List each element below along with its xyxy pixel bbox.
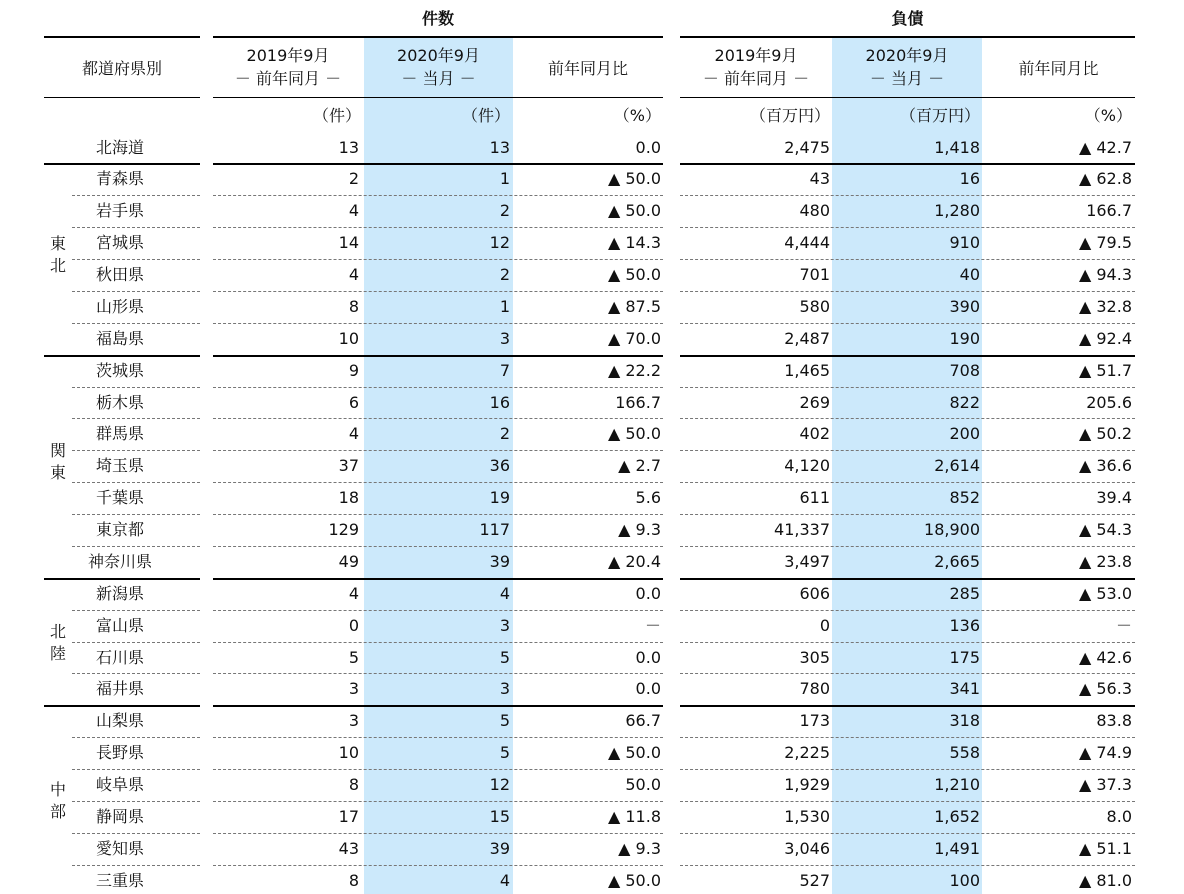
count-2019-value: 37 [338,456,359,476]
region-separator-line [680,578,1135,580]
count-yoy-value: ▲ 14.3 [607,233,661,253]
count-2019-value: 5 [348,647,359,667]
row-separator-line [72,291,200,292]
region-separator-line [213,163,663,165]
debt-yoy-value: ▲ 79.5 [1078,233,1132,253]
debt-yoy-value: ▲ 53.0 [1078,583,1132,603]
row-separator-line [72,737,200,738]
prefecture-name: 新潟県 [95,583,144,603]
unit-count-yoy: （%） [613,106,661,125]
row-separator-line [213,482,663,483]
count-yoy-value: ▲ 9.3 [618,520,661,539]
debt-2020-value: 18,900 [924,520,980,539]
count-2020-value: 4 [499,583,510,603]
debt-yoy-value: ▲ 32.8 [1078,296,1132,316]
debt-2019-value: 1,530 [784,806,830,826]
count-2019-header-line1: 2019年9月 [246,46,330,65]
count-yoy-value: ▲ 9.3 [618,838,661,858]
region-separator-line [44,163,200,165]
prefecture-name: 富山県 [95,615,144,635]
count-2020-value: 5 [499,647,510,667]
debt-2020-value: 2,665 [934,551,980,571]
row-separator-line [213,546,663,547]
prefecture-name: 東京都 [95,520,144,539]
count-yoy-value: 166.7 [615,392,661,412]
count-2020-value: 2 [499,265,510,284]
prefecture-name: 宮城県 [95,233,144,253]
region-label-chubu: 中 部 [49,780,66,821]
count-2019-value: 6 [348,392,359,412]
row-separator-line [72,865,200,866]
debt-yoy-value: 166.7 [1086,201,1132,221]
debt-2019-value: 3,046 [784,838,830,858]
debt-2020-value: 1,210 [934,775,980,794]
row-separator-line [680,450,1135,451]
region-separator-line [680,355,1135,357]
debt-yoy-value: － [1115,615,1132,635]
count-2019-value: 8 [348,775,359,794]
debt-yoy-value: ▲ 54.3 [1078,520,1132,539]
debt-2020-value: 100 [949,870,980,890]
count-2019-value: 0 [348,615,359,635]
debt-2019-header-line2: － 前年同月 － [702,69,810,88]
unit-debt-2020: （百万円） [899,106,980,125]
count-2020-value: 12 [489,775,510,794]
debt-2020-value: 285 [949,583,980,603]
count-2020-header-line2: － 当月 － [401,69,476,88]
region-label-kanto: 関 東 [49,441,66,482]
debt-2019-value: 1,929 [784,775,830,794]
count-yoy-value: ▲ 50.0 [607,743,661,763]
count-yoy-value: 50.0 [625,775,661,794]
row-separator-line [72,418,200,419]
debt-yoy-value: ▲ 51.7 [1078,360,1132,380]
count-2020-value: 5 [499,711,510,731]
prefecture-name: 岐阜県 [95,775,144,794]
prefecture-name: 静岡県 [95,806,144,826]
debt-2020-header-line2: － 当月 － [869,69,945,88]
count-2019-value: 10 [338,743,359,763]
debt-2020-value: 40 [959,265,980,284]
count-2020-value: 4 [499,870,510,890]
debt-yoy-value: 39.4 [1096,488,1132,508]
region-separator-line [44,705,200,707]
prefecture-name: 千葉県 [95,488,144,508]
debt-2019-value: 41,337 [774,520,830,539]
debt-2020-value: 1,418 [934,137,980,157]
count-2020-value: 3 [499,615,510,635]
row-separator-line [72,642,200,643]
debt-group-title: 負債 [891,9,924,28]
debt-2019-value: 701 [799,265,830,284]
row-separator-line [72,546,200,547]
debt-2019-value: 480 [799,201,830,221]
debt-yoy-value: 83.8 [1096,711,1132,731]
count-2019-value: 8 [348,870,359,890]
count-2020-value: 13 [489,137,510,157]
count-yoy-value: ▲ 22.2 [607,360,661,380]
row-separator-line [72,833,200,834]
debt-2019-value: 305 [799,647,830,667]
debt-yoy-value: ▲ 23.8 [1078,551,1132,571]
count-2019-value: 4 [348,583,359,603]
region-separator-line [680,705,1135,707]
prefecture-header: 都道府県別 [81,59,162,78]
row-separator-line [213,387,663,388]
debt-2019-value: 611 [799,488,830,508]
region-separator-line [44,355,200,357]
row-separator-line [680,737,1135,738]
count-yoy-value: 0.0 [635,137,661,157]
row-separator-line [213,673,663,674]
row-separator-line [680,418,1135,419]
count-2020-value: 2 [499,424,510,444]
count-yoy-value: 5.6 [635,488,661,508]
count-yoy-value: 0.0 [635,647,661,667]
row-separator-line [213,769,663,770]
count-2019-value: 17 [338,806,359,826]
prefecture-name: 群馬県 [95,424,144,444]
prefecture-name: 茨城県 [95,360,144,380]
count-2020-value: 2 [499,201,510,221]
prefecture-name: 山梨県 [95,711,144,731]
debt-2020-value: 1,652 [934,806,980,826]
debt-2020-value: 558 [949,743,980,763]
row-separator-line [213,418,663,419]
count-2020-value: 117 [479,520,510,539]
row-separator-line [680,227,1135,228]
debt-2019-value: 43 [809,169,830,189]
header-bottom-line-count [213,97,663,98]
count-yoy-value: ▲ 50.0 [607,870,661,890]
row-separator-line [213,291,663,292]
row-separator-line [680,642,1135,643]
debt-2019-value: 4,120 [784,456,830,476]
count-2019-value: 43 [338,838,359,858]
count-2019-value: 3 [348,679,359,699]
prefecture-name: 埼玉県 [95,456,144,476]
debt-yoy-value: ▲ 62.8 [1078,169,1132,189]
count-2020-header-line1: 2020年9月 [397,46,480,65]
row-separator-line [680,801,1135,802]
count-2020-value: 1 [499,169,510,189]
count-yoy-value: 0.0 [635,679,661,699]
prefecture-name: 秋田県 [95,265,144,284]
count-yoy-value: ▲ 50.0 [607,169,661,189]
count-2019-value: 4 [348,424,359,444]
debt-yoy-value: ▲ 42.6 [1078,647,1132,667]
debt-2019-value: 402 [799,424,830,444]
row-separator-line [213,737,663,738]
region-separator-line [213,705,663,707]
row-separator-line [213,450,663,451]
count-2019-value: 13 [338,137,359,157]
row-separator-line [680,769,1135,770]
count-yoy-value: ▲ 20.4 [607,551,661,571]
debt-yoy-value: ▲ 81.0 [1078,870,1132,890]
debt-2020-value: 910 [949,233,980,253]
row-separator-line [72,227,200,228]
debt-2020-value: 1,491 [934,838,980,858]
count-yoy-value: ▲ 50.0 [607,265,661,284]
count-2020-value: 7 [499,360,510,380]
row-separator-line [72,610,200,611]
unit-debt-yoy: （%） [1084,106,1132,125]
row-separator-line [72,323,200,324]
row-separator-line [72,450,200,451]
debt-2020-value: 318 [949,711,980,731]
debt-yoy-value: ▲ 37.3 [1078,775,1132,794]
row-separator-line [680,259,1135,260]
row-separator-line [213,323,663,324]
prefecture-name: 長野県 [95,743,144,763]
region-label-tohoku: 東 北 [49,234,66,275]
prefecture-name: 福島県 [95,328,144,348]
debt-yoy-value: ▲ 94.3 [1078,265,1132,284]
debt-2019-value: 580 [799,296,830,316]
prefecture-name: 岩手県 [95,201,144,221]
row-separator-line [72,259,200,260]
debt-2019-value: 527 [799,870,830,890]
count-2020-value: 5 [499,743,510,763]
prefecture-name: 栃木県 [95,392,144,412]
row-separator-line [72,387,200,388]
count-2020-value: 1 [499,296,510,316]
count-2019-value: 9 [348,360,359,380]
prefecture-name: 北海道 [95,137,144,157]
count-2020-value: 39 [489,838,510,858]
debt-2020-value: 1,280 [934,201,980,221]
count-yoy-value: ▲ 87.5 [607,296,661,316]
row-separator-line [680,833,1135,834]
prefecture-name: 三重県 [95,870,144,890]
debt-2019-header-line1: 2019年9月 [714,46,798,65]
prefecture-name: 山形県 [95,296,144,316]
row-separator-line [213,865,663,866]
row-separator-line [213,259,663,260]
unit-debt-2019: （百万円） [749,106,830,125]
row-separator-line [680,514,1135,515]
row-separator-line [213,227,663,228]
region-separator-line [213,355,663,357]
header-top-line-count [213,36,663,38]
count-2019-value: 10 [338,328,359,348]
count-yoy-value: 0.0 [635,583,661,603]
debt-yoy-value: ▲ 56.3 [1078,679,1132,699]
row-separator-line [213,642,663,643]
count-2019-value: 2 [348,169,359,189]
row-separator-line [680,195,1135,196]
row-separator-line [72,801,200,802]
count-2020-value: 3 [499,328,510,348]
header-top-line-pref [44,36,200,38]
debt-yoy-value: ▲ 50.2 [1078,424,1132,444]
debt-2020-value: 822 [949,392,980,412]
prefecture-name: 愛知県 [95,838,144,858]
prefecture-name: 石川県 [95,647,144,667]
count-2019-value: 4 [348,201,359,221]
row-separator-line [72,673,200,674]
debt-2020-value: 2,614 [934,456,980,476]
debt-2019-value: 0 [819,615,830,635]
debt-2019-value: 2,475 [784,137,830,157]
debt-2020-value: 16 [959,169,980,189]
debt-2019-value: 2,487 [784,328,830,348]
unit-count-2019: （件） [312,106,361,125]
row-separator-line [213,833,663,834]
row-separator-line [680,673,1135,674]
row-separator-line [213,514,663,515]
row-separator-line [213,801,663,802]
row-separator-line [72,769,200,770]
debt-yoy-value: 8.0 [1106,806,1132,826]
region-separator-line [680,163,1135,165]
count-yoy-value: ▲ 50.0 [607,424,661,444]
header-bottom-line-pref [44,97,200,98]
debt-2020-value: 175 [949,647,980,667]
count-yoy-value: ▲ 11.8 [607,806,661,826]
debt-2019-value: 173 [799,711,830,731]
count-2020-value: 16 [489,392,510,412]
count-2020-value: 12 [489,233,510,253]
count-2020-value: 39 [489,551,510,571]
header-top-line-debt [680,36,1135,38]
debt-yoy-value: ▲ 92.4 [1078,328,1132,348]
debt-yoy-value: 205.6 [1086,392,1132,412]
row-separator-line [680,482,1135,483]
count-yoy-value: ▲ 50.0 [607,201,661,221]
count-2019-header-line2: － 前年同月 － [234,69,342,88]
debt-yoy-value: ▲ 36.6 [1078,456,1132,476]
row-separator-line [213,195,663,196]
count-2020-value: 3 [499,679,510,699]
row-separator-line [680,865,1135,866]
debt-2020-value: 200 [949,424,980,444]
debt-2020-value: 341 [949,679,980,699]
debt-2019-value: 606 [799,583,830,603]
count-yoy-header: 前年同月比 [547,59,628,78]
header-bottom-line-debt [680,97,1135,98]
count-yoy-value: － [644,615,661,635]
count-2019-value: 8 [348,296,359,316]
count-2020-value: 19 [489,488,510,508]
row-separator-line [72,195,200,196]
prefecture-name: 神奈川県 [87,551,152,571]
debt-2020-value: 852 [949,488,980,508]
count-2019-value: 129 [328,520,359,539]
row-separator-line [213,610,663,611]
debt-yoy-value: ▲ 74.9 [1078,743,1132,763]
row-separator-line [72,514,200,515]
region-separator-line [44,578,200,580]
count-2019-value: 18 [338,488,359,508]
count-2019-value: 14 [338,233,359,253]
prefecture-name: 青森県 [95,169,144,189]
debt-2020-value: 190 [949,328,980,348]
count-yoy-value: ▲ 70.0 [607,328,661,348]
debt-yoy-value: ▲ 42.7 [1078,137,1132,157]
count-2020-value: 15 [489,806,510,826]
debt-2019-value: 3,497 [784,551,830,571]
debt-2020-value: 390 [949,296,980,316]
region-separator-line [213,578,663,580]
debt-2020-value: 708 [949,360,980,380]
count-2019-value: 3 [348,711,359,731]
count-yoy-value: ▲ 2.7 [618,456,661,476]
region-label-hokuriku: 北 陸 [49,622,66,663]
debt-2019-value: 269 [799,392,830,412]
count-2019-value: 4 [348,265,359,284]
debt-2020-value: 136 [949,615,980,635]
row-separator-line [680,546,1135,547]
row-separator-line [680,610,1135,611]
count-yoy-value: 66.7 [625,711,661,731]
row-separator-line [680,291,1135,292]
row-separator-line [680,387,1135,388]
debt-2019-value: 1,465 [784,360,830,380]
debt-2019-value: 4,444 [784,233,830,253]
row-separator-line [680,323,1135,324]
debt-2020-header-line1: 2020年9月 [865,46,949,65]
debt-2019-value: 780 [799,679,830,699]
prefecture-name: 福井県 [95,679,144,699]
debt-yoy-value: ▲ 51.1 [1078,838,1132,858]
row-separator-line [72,482,200,483]
debt-2019-value: 2,225 [784,743,830,763]
count-group-title: 件数 [421,9,454,28]
count-2020-value: 36 [489,456,510,476]
debt-yoy-header: 前年同月比 [1018,59,1099,78]
unit-count-2020: （件） [461,106,510,125]
count-2019-value: 49 [338,551,359,571]
